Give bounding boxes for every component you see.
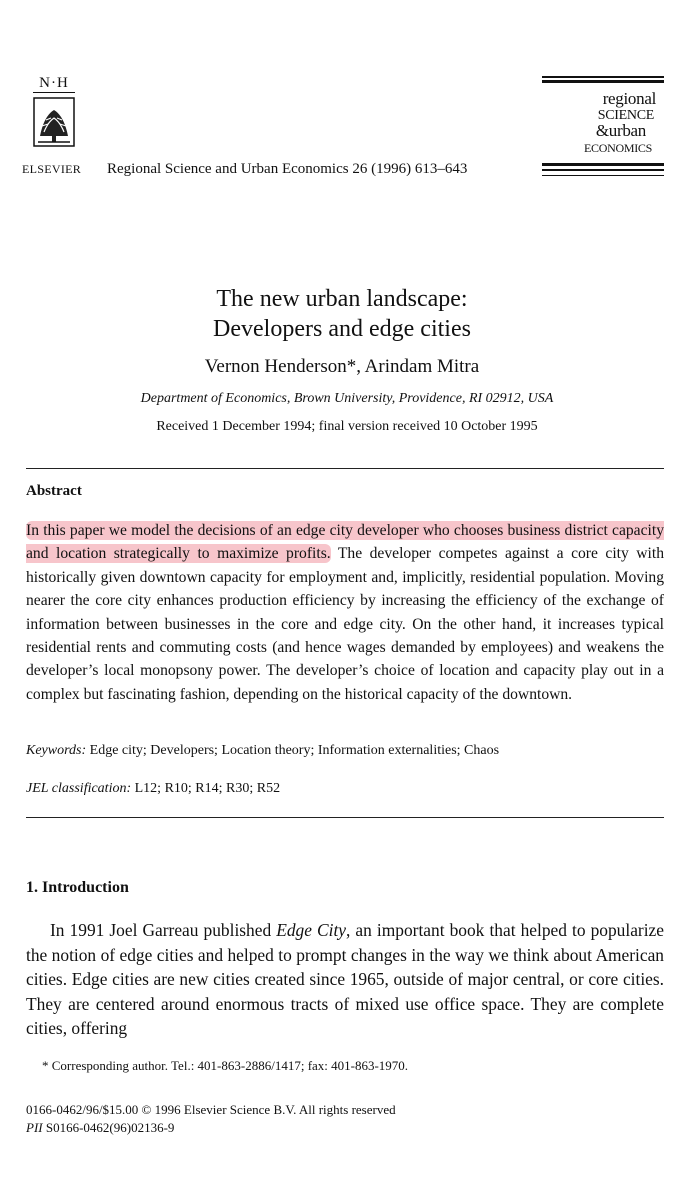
logo-bar-top — [542, 76, 664, 78]
copyright-line: 0166-0462/96/$15.00 © 1996 Elsevier Science B.V. All rights reserved — [26, 1102, 396, 1117]
pii-line — [26, 1120, 174, 1136]
logo-bar-bottom — [542, 169, 664, 171]
journal-citation: Regional Science and Urban Economics 26 (1996) 613–643 — [107, 161, 468, 177]
logo-monogram: N·H — [39, 75, 69, 91]
footnote-corresponding-author: * Corresponding author. Tel.: 401-863-2886/1417; fax: 401-863-1970. — [42, 1058, 409, 1073]
abstract-heading: Abstract — [26, 483, 82, 499]
keywords — [26, 743, 499, 759]
journal-logo — [542, 76, 664, 180]
intro-text-rest: , an important book that helped to popularize the notion of edge cities and helped to prompt changes in the way we think about American cities. Edge cities are new cities created since 1965, outside of major central, or core cities. They are centered around enormous tracts of mixed use office space. They are complete cities, offering — [26, 920, 664, 1038]
jel-label: JEL classification: — [26, 781, 132, 796]
keywords-label: Keywords: — [26, 743, 87, 758]
elsevier-tree-icon — [32, 96, 76, 148]
section-heading-introduction: 1. Introduction — [26, 879, 129, 896]
affiliation: Department of Economics, Brown University, Providence, RI 02912, USA — [140, 391, 554, 406]
publisher-name: ELSEVIER — [22, 162, 82, 176]
highlighted-sentence: In this paper we model the decisions of an edge city developer who chooses business district capacity and location strategically to maximize profits. — [26, 522, 664, 563]
jel-value: L12; R10; R14; R30; R52 — [131, 781, 281, 796]
logo-bar-bottom-thick — [542, 163, 664, 166]
title-line-2: Developers and edge cities — [213, 316, 471, 342]
abstract-top-rule — [26, 468, 664, 469]
journal-logo-word-urban: &urban — [595, 121, 646, 140]
book-title: Edge City — [276, 920, 347, 940]
keywords-value: Edge city; Developers; Location theory; Information externalities; Chaos — [86, 743, 500, 758]
journal-logo-word-regional: regional — [602, 89, 656, 108]
abstract-bottom-rule — [26, 817, 664, 818]
abstract-body — [26, 519, 664, 706]
authors: Vernon Henderson*, Arindam Mitra — [204, 356, 480, 377]
publisher-logo — [24, 74, 84, 170]
logo-rule — [33, 92, 75, 93]
abstract-text: The developer competes against a core city with historically given downtown capacity for employment and, implicitly, residential population. Moving nearer the core city enhances production efficiency by increasing the efficiency of the exchange of information between businesses in the core and edge city. On the other hand, it increases typical residential rents and commuting costs (and hence wages demanded by employees) and weakens the developer’s local monopsony power. The developer’s choice of location and capacity play out in a complex but fascinating fashion, depending on the historical capacity of the downtown. — [26, 545, 665, 703]
introduction-paragraph — [26, 918, 664, 1041]
intro-text-start: In 1991 Joel Garreau published — [50, 920, 277, 940]
article-title — [0, 284, 684, 344]
journal-logo-word-science: SCIENCE — [597, 108, 654, 123]
journal-logo-word-economics: ECONOMICS — [584, 141, 652, 155]
pii-label: PII — [26, 1120, 43, 1135]
pii-value: S0166-0462(96)02136-9 — [42, 1120, 175, 1135]
logo-bar-top-thick — [542, 80, 664, 83]
logo-bar-bottom-thin — [542, 175, 664, 176]
received-dates: Received 1 December 1994; final version received 10 October 1995 — [156, 419, 538, 434]
title-line-1: The new urban landscape: — [216, 286, 468, 312]
jel-classification — [26, 781, 280, 797]
